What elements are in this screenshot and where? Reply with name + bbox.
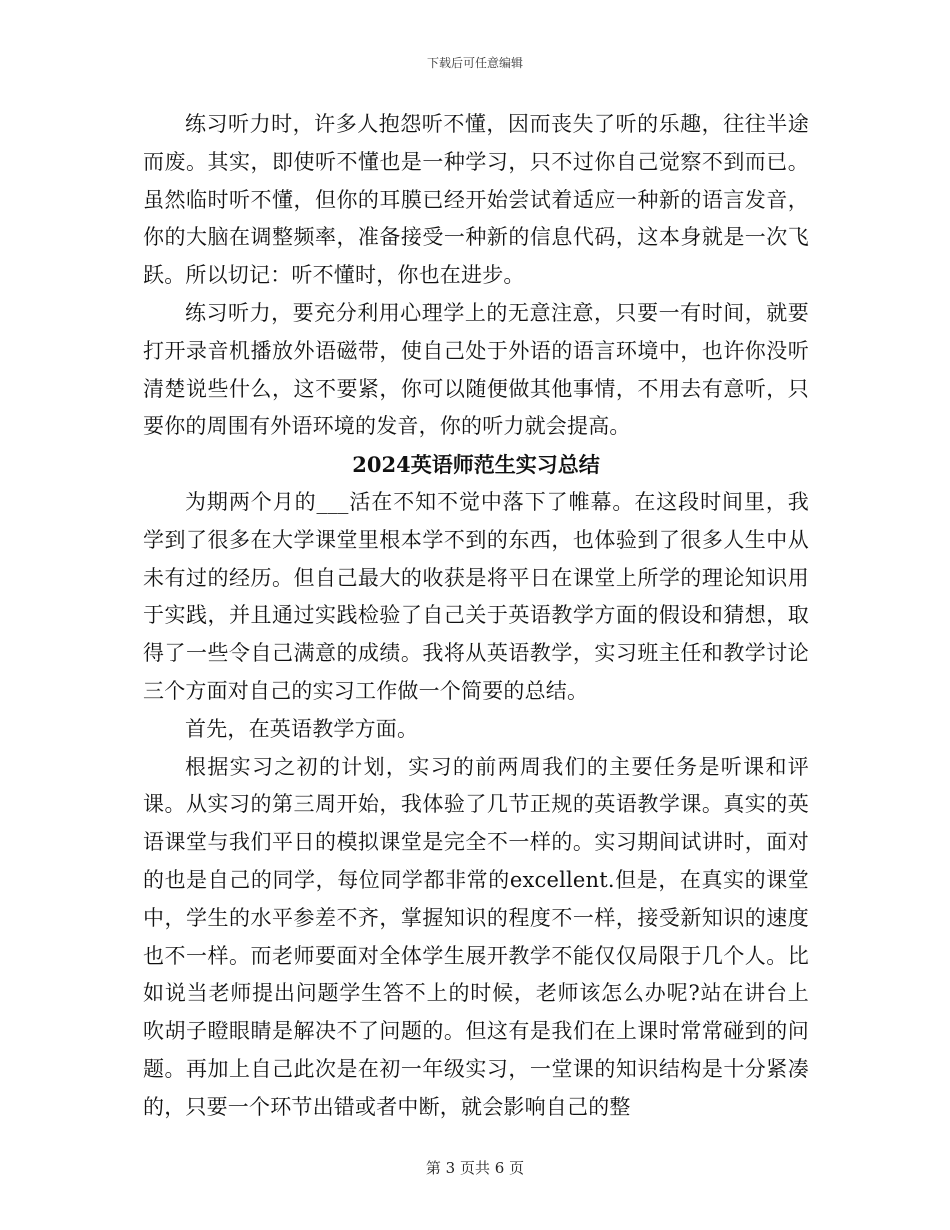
section-title: 2024英语师范生实习总结	[352, 452, 600, 478]
paragraph-first-aspect: 首先，在英语教学方面。	[185, 716, 419, 741]
document-body	[143, 106, 809, 1127]
paragraph-intro: 为期两个月的___活在不知不觉中落下了帷幕。在这段时间里，我学到了很多在大学课堂里根本学不到的东西，也体验到了很多人生中从未有过的经历。但自己最大的收获是将平日在课堂上所学的理论知识用于实践，并且通过实践检验了自己关于英语教学方面的假设和猜想，取得了一些令自己满意的成绩。我将从英语教学，实习班主任和教学讨论三个方面对自己的实习工作做一个简要的总结。	[143, 489, 809, 703]
page-header: 下载后可任意编辑	[426, 56, 523, 70]
paragraph-teaching-experience: 根据实习之初的计划，实习的前两周我们的主要任务是听课和评课。从实习的第三周开始，我体验了几节正规的英语教学课。真实的英语课堂与我们平日的模拟课堂是完全不一样的。实习期间试讲时，面对的也是自己的同学，每位同学都非常的excellent.但是，在真实的课堂中，学生的水平参差不齐，掌握知识的程度不一样，接受新知识的速度也不一样。而老师要面对全体学生展开教学不能仅仅局限于几个人。比如说当老师提出问题学生答不上的时候，老师该怎么办呢?站在讲台上吹胡子瞪眼睛是解决不了问题的。但这有是我们在上课时常常碰到的问题。再加上自己此次是在初一年级实习，一堂课的知识结构是十分紧凑的，只要一个环节出错或者中断，就会影响自己的整	[143, 754, 809, 1119]
paragraph-listening-1: 练习听力时，许多人抱怨听不懂，因而丧失了听的乐趣，往往半途而废。其实，即使听不懂也是一种学习，只不过你自己觉察不到而已。虽然临时听不懂，但你的耳膜已经开始尝试着适应一种新的语言发音，你的大脑在调整频率，准备接受一种新的信息代码，这本身就是一次飞跃。所以切记：听不懂时，你也在进步。	[143, 112, 809, 288]
paragraph-listening-2: 练习听力，要充分利用心理学上的无意注意，只要一有时间，就要打开录音机播放外语磁带，使自己处于外语的语言环境中，也许你没听清楚说些什么，这不要紧，你可以随便做其他事情，不用去有意听，只要你的周围有外语环境的发音，你的听力就会提高。	[143, 300, 809, 439]
page-footer: 第 3 页共 6 页	[425, 1159, 525, 1177]
